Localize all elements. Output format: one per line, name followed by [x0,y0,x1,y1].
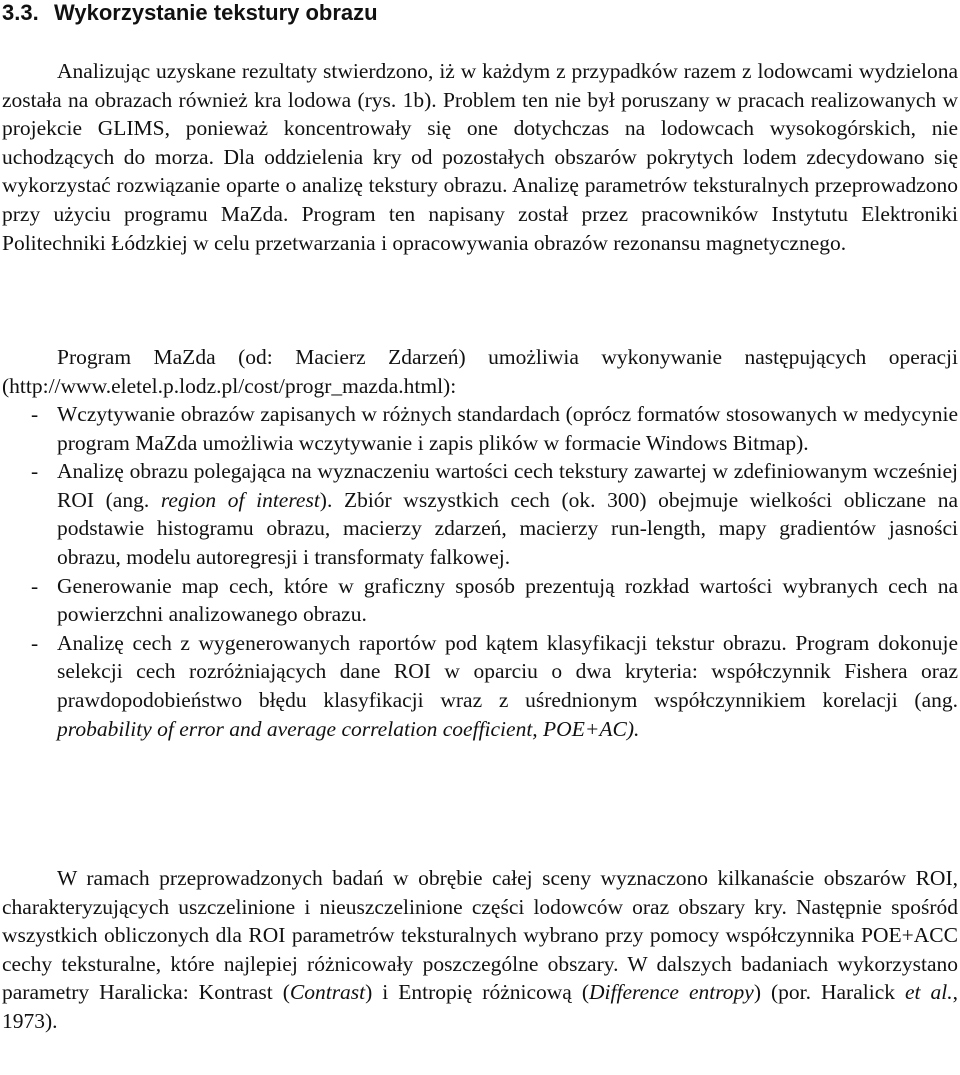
paragraph-1-text: Analizując uzyskane rezultaty stwierdzono, iż w każdym z przypadków razem z lodowcami wydzielona została na obrazach również kra lodowa (rys. 1b). Problem ten nie był poruszany w pracach realizowanych w projekcie GLIMS, ponieważ koncentrowały się one dotychczas na lodowcach wysokogórskich, nie uchodzących do morza. Dla oddzielenia kry od pozostałych obszarów pokrytych lodem zdecydowano się wykorzystać rozwiązanie oparte o analizę tekstury obrazu. Analizę parametrów teksturalnych przeprowadzono przy użyciu programu MaZda. Program ten napisany został przez pracowników Instytutu Elektroniki Politechniki Łódzkiej w celu przetwarzania i opracowywania obrazów rezonansu magnetycznego. [2,59,958,255]
list-item: - Analizę obrazu polegająca na wyznaczeniu wartości cech tekstury zawartej w zdefiniowanym wcześniej ROI (ang. region of interest). Zbiór wszystkich cech (ok. 300) obejmuje wielkości obliczane na podstawie histogramu obrazu, macierzy zdarzeń, macierzy run-length, mapy gradientów jasności obrazu, modelu autoregresji i transformaty falkowej. [31,459,958,569]
section-title: Wykorzystanie tekstury obrazu [54,0,378,25]
list-item: - Analizę cech z wygenerowanych raportów pod kątem klasyfikacji tekstur obrazu. Program dokonuje selekcji cech rozróżniających dane ROI w oparciu o dwa kryteria: współczynnik Fishera oraz prawdopodobieństwo błędu klasyfikacji wraz z uśrednionym współczynnikiem korelacji (ang. probability of error and average correlation coefficient, POE+AC). [31,630,958,741]
paragraph-3: W ramach przeprowadzonych badań w obrębie całej sceny wyznaczono kilkanaście obszarów ROI, charakteryzujących uszczelinione i nieuszczelinione części lodowców oraz obszary kry. Następnie spośród wszystkich obliczonych dla ROI parametrów teksturalnych wybrano przy pomocy współczynnika POE+ACC cechy teksturalne, które najlepiej różnicowały poszczególne obszary. W dalszych badaniach wykorzystano parametry Haralicka: Kontrast (Contrast) i Entropię różnicową (Difference entropy) (por. Haralick et al., 1973). [2,866,958,1033]
paragraph-1 [2,57,958,257]
section-heading [2,0,378,26]
paragraph-2 [2,343,958,400]
list-dash: - [31,459,39,484]
operations-list [2,400,958,743]
list-dash: - [31,573,39,598]
section-number: 3.3. [2,0,39,25]
paragraph-2-text: Program MaZda (od: Macierz Zdarzeń) umożliwia wykonywanie następujących operacji (http://www.eletel.p.lodz.pl/cost/progr_mazda.html): [2,345,958,398]
list-dash: - [31,402,39,426]
list-dash: - [31,630,39,655]
list-item: - Generowanie map cech, które w graficzny sposób prezentują rozkład wartości wybranych cech na powierzchni analizowanego obrazu. [31,573,958,627]
list-item: - Wczytywanie obrazów zapisanych w różnych standardach (oprócz formatów stosowanych w medycynie program MaZda umożliwia wczytywanie i zapis plików w formacie Windows Bitmap). [31,402,958,455]
